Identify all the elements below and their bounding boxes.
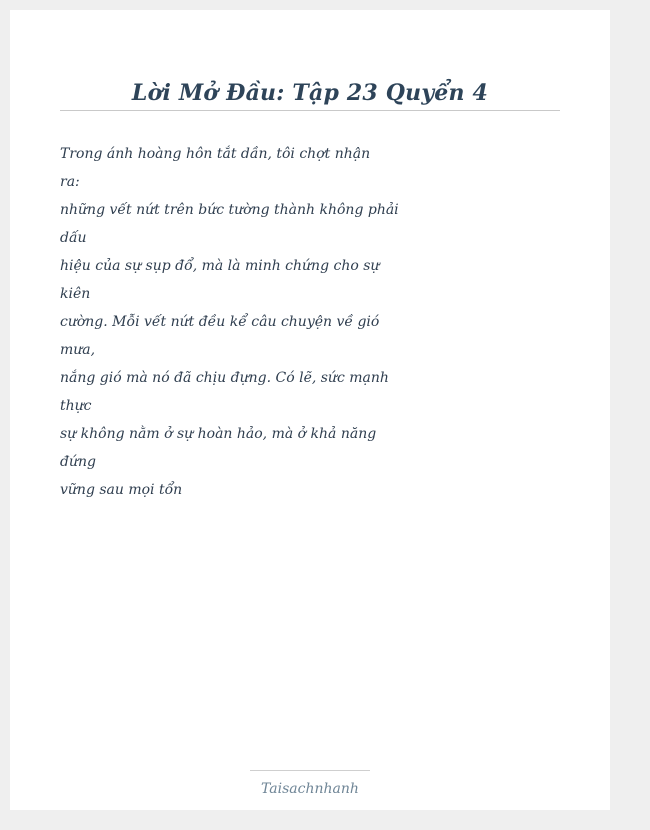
- footer-divider: [250, 770, 370, 771]
- page-title: Lời Mở Đầu: Tập 23 Quyển 4: [131, 80, 489, 106]
- text-line: sự không nằm ở sự hoàn hảo, mà ở khả năng: [60, 426, 377, 442]
- body-text: [60, 140, 399, 504]
- text-line: ra:: [60, 174, 80, 190]
- text-line: dấu: [60, 230, 87, 246]
- text-line: thực: [60, 398, 92, 414]
- footer-brand: Taisachnhanh: [261, 781, 359, 797]
- text-line: Trong ánh hoàng hôn tắt dần, tôi chợt nhận: [60, 146, 371, 162]
- document-page: [10, 10, 610, 810]
- text-line: cường. Mỗi vết nứt đều kể câu chuyện về gió: [60, 314, 380, 330]
- text-line: đứng: [60, 454, 96, 470]
- title-divider: [60, 110, 560, 111]
- text-line: những vết nứt trên bức tường thành không phải: [60, 202, 399, 218]
- text-line: nắng gió mà nó đã chịu đựng. Có lẽ, sức mạnh: [60, 370, 389, 386]
- text-line: vững sau mọi tổn: [60, 482, 183, 498]
- text-line: mưa,: [60, 342, 96, 358]
- text-line: hiệu của sự sụp đổ, mà là minh chứng cho sự: [60, 258, 380, 274]
- text-line: kiên: [60, 286, 91, 302]
